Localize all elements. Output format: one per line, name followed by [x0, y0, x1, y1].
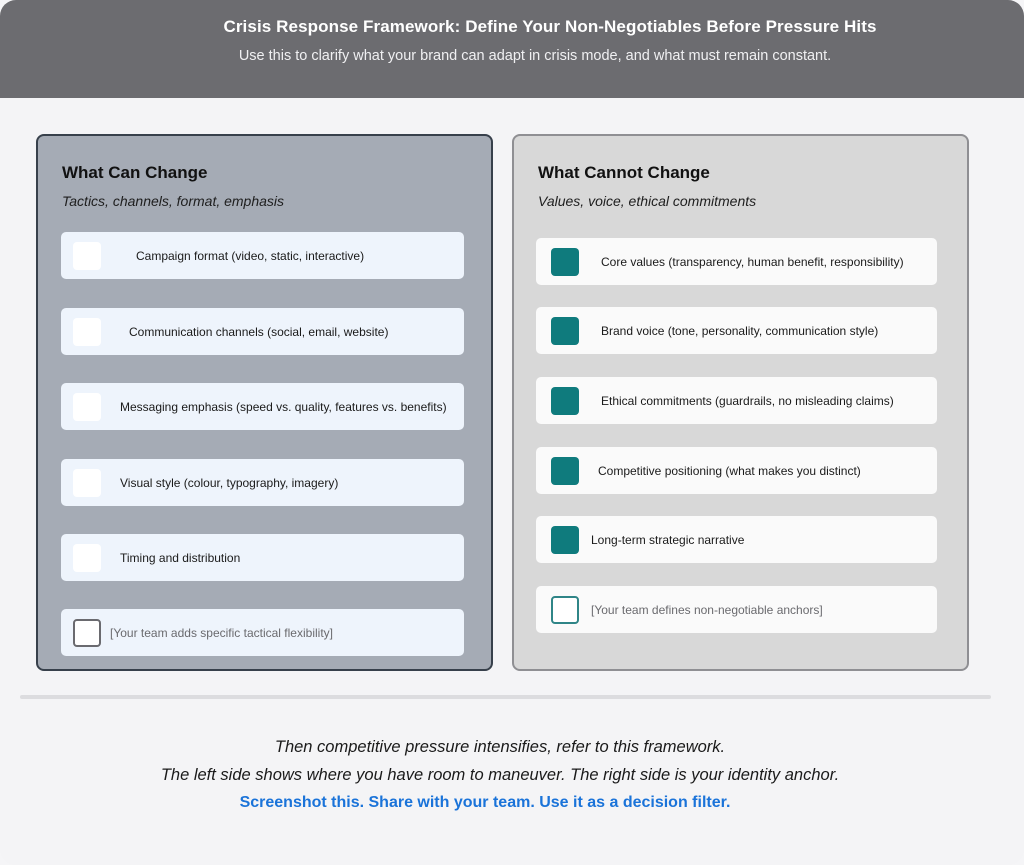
can-change-item-placeholder[interactable] — [61, 609, 464, 656]
checked-checkbox-icon[interactable] — [551, 457, 579, 485]
item-label: Core values (transparency, human benefit, responsibility) — [601, 254, 904, 269]
item-label: [Your team defines non-negotiable anchors] — [591, 602, 823, 617]
footer-cta: Screenshot this. Share with your team. Use it as a decision filter. — [239, 794, 731, 811]
checkbox-icon[interactable] — [73, 318, 101, 346]
can-change-item[interactable] — [61, 459, 464, 506]
checkbox-icon[interactable] — [73, 393, 101, 421]
cannot-change-item-placeholder[interactable] — [536, 586, 937, 633]
checkbox-icon[interactable] — [73, 619, 101, 647]
can-change-title: What Can Change — [62, 163, 208, 182]
cannot-change-item[interactable] — [536, 377, 937, 424]
page-title: Crisis Response Framework: Define Your Non-Negotiables Before Pressure Hits — [223, 17, 877, 36]
item-label: Communication channels (social, email, website) — [129, 324, 389, 339]
cannot-change-item[interactable] — [536, 447, 937, 494]
checked-checkbox-icon[interactable] — [551, 317, 579, 345]
can-change-panel — [36, 134, 493, 671]
can-change-item[interactable] — [61, 308, 464, 355]
item-label: Campaign format (video, static, interactive) — [136, 248, 365, 263]
checkbox-icon[interactable] — [73, 544, 101, 572]
item-label: Timing and distribution — [120, 550, 241, 565]
cannot-change-item[interactable] — [536, 516, 937, 563]
item-label: Brand voice (tone, personality, communication style) — [601, 323, 879, 338]
footer-line-2: The left side shows where you have room to maneuver. The right side is your identity anchor. — [160, 766, 840, 784]
section-divider — [20, 695, 991, 699]
header-banner — [0, 0, 1024, 98]
checkbox-icon[interactable] — [73, 242, 101, 270]
item-label: [Your team adds specific tactical flexibility] — [110, 625, 333, 640]
can-change-item[interactable] — [61, 232, 464, 279]
can-change-subtitle: Tactics, channels, format, emphasis — [62, 193, 285, 209]
checked-checkbox-icon[interactable] — [551, 526, 579, 554]
can-change-item[interactable] — [61, 534, 464, 581]
cannot-change-item[interactable] — [536, 307, 937, 354]
can-change-item[interactable] — [61, 383, 464, 430]
checkbox-icon[interactable] — [551, 596, 579, 624]
item-label: Competitive positioning (what makes you distinct) — [598, 463, 861, 478]
cannot-change-item[interactable] — [536, 238, 937, 285]
footer-line-1: Then competitive pressure intensifies, refer to this framework. — [274, 738, 726, 756]
item-label: Ethical commitments (guardrails, no misleading claims) — [601, 393, 894, 408]
item-label: Messaging emphasis (speed vs. quality, features vs. benefits) — [120, 399, 447, 414]
cannot-change-panel — [512, 134, 969, 671]
cannot-change-subtitle: Values, voice, ethical commitments — [538, 193, 757, 209]
cannot-change-title: What Cannot Change — [538, 163, 710, 182]
checked-checkbox-icon[interactable] — [551, 248, 579, 276]
item-label: Long-term strategic narrative — [591, 532, 745, 547]
page-subtitle: Use this to clarify what your brand can adapt in crisis mode, and what must remain constant. — [238, 48, 832, 64]
item-label: Visual style (colour, typography, imagery) — [120, 475, 339, 490]
checkbox-icon[interactable] — [73, 469, 101, 497]
checked-checkbox-icon[interactable] — [551, 387, 579, 415]
